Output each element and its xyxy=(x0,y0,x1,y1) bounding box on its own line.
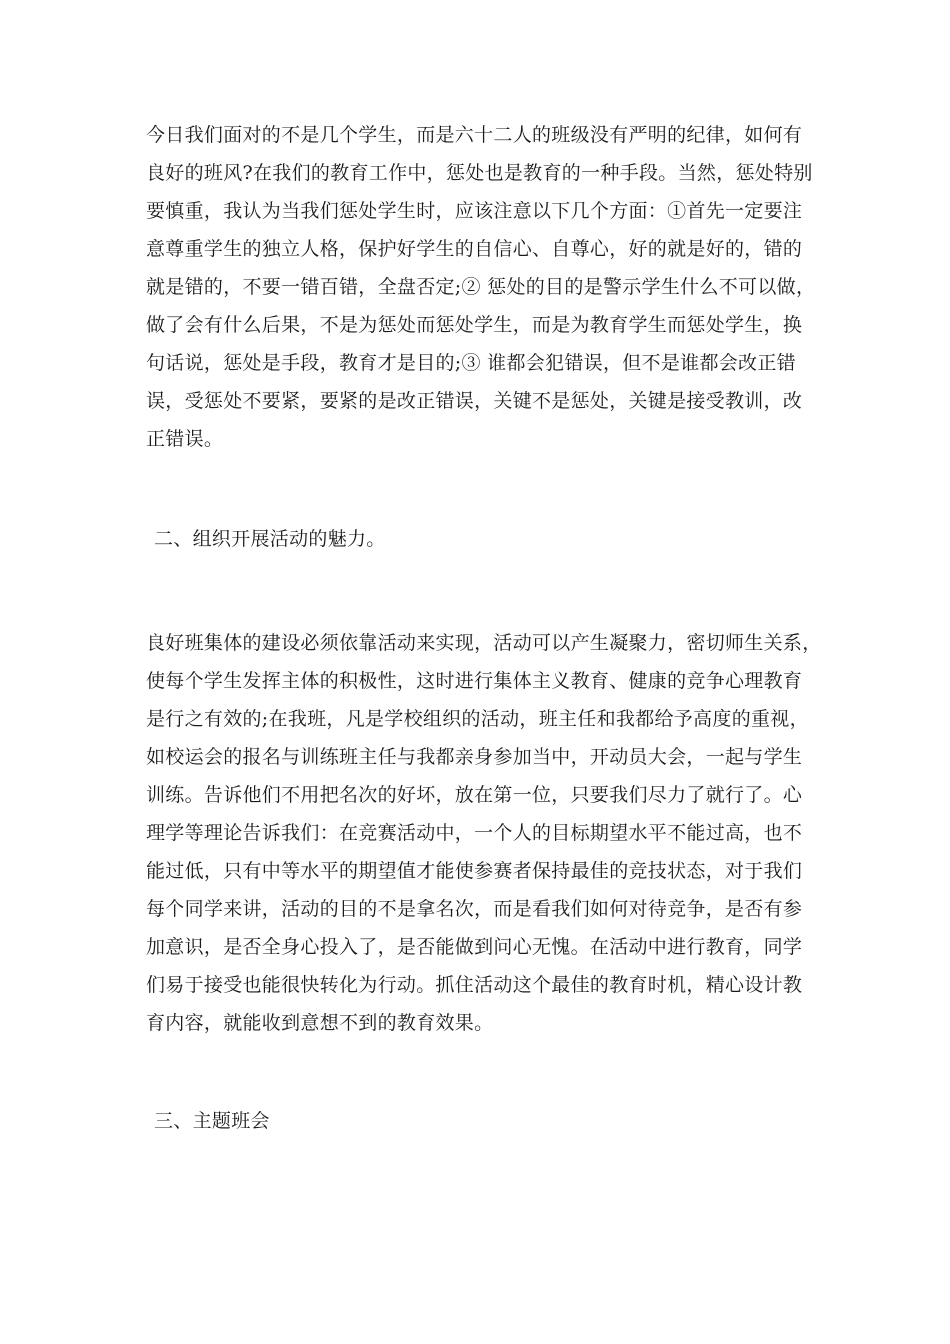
text-line: 使每个学生发挥主体的积极性，这时进行集体主义教育、健康的竞争心理教育 xyxy=(146,670,803,692)
text-line: 意尊重学生的独立人格，保护好学生的自信心、自尊心，好的就是好的，错的 xyxy=(146,238,803,260)
text-line: 加意识，是否全身心投入了，是否能做到问心无愧。在活动中进行教育，同学 xyxy=(146,936,803,958)
text-line: 要慎重，我认为当我们惩处学生时，应该注意以下几个方面：①首先一定要注 xyxy=(146,200,803,222)
text-line: 正错误。 xyxy=(146,428,224,450)
text-line: 育内容，就能收到意想不到的教育效果。 xyxy=(146,1012,494,1034)
text-line: 是行之有效的;在我班，凡是学校组织的活动，班主任和我都给予高度的重视， xyxy=(146,708,809,730)
text-line: 每个同学来讲，活动的目的不是拿名次，而是看我们如何对待竞争，是否有参 xyxy=(146,898,803,920)
text-line: 误，受惩处不要紧，要紧的是改正错误，关键不是惩处，关键是接受教训，改 xyxy=(146,390,803,412)
text-line: 今日我们面对的不是几个学生，而是六十二人的班级没有严明的纪律，如何有 xyxy=(146,124,803,146)
text-line: 良好班集体的建设必须依靠活动来实现，活动可以产生凝聚力，密切师生关系， xyxy=(146,632,822,654)
text-line: 能过低，只有中等水平的期望值才能使参赛者保持最佳的竞技状态，对于我们 xyxy=(146,860,803,882)
section-heading-2: 二、组织开展活动的魅力。 xyxy=(154,528,386,550)
text-line: 就是错的，不要一错百错，全盘否定;② 惩处的目的是警示学生什么不可以做， xyxy=(146,276,816,298)
section-heading-3: 三、主题班会 xyxy=(154,1110,270,1132)
text-line: 训练。告诉他们不用把名次的好坏，放在第一位，只要我们尽力了就行了。心 xyxy=(146,784,803,806)
text-line: 理学等理论告诉我们：在竞赛活动中，一个人的目标期望水平不能过高，也不 xyxy=(146,822,803,844)
text-line: 句话说，惩处是手段，教育才是目的;③ 谁都会犯错误，但不是谁都会改正错 xyxy=(146,352,796,374)
text-line: 们易于接受也能很快转化为行动。抓住活动这个最佳的教育时机，精心设计教 xyxy=(146,974,803,996)
text-line: 做了会有什么后果，不是为惩处而惩处学生，而是为教育学生而惩处学生，换 xyxy=(146,314,803,336)
text-line: 良好的班风?在我们的教育工作中，惩处也是教育的一种手段。当然，惩处特别 xyxy=(146,162,813,184)
text-line: 如校运会的报名与训练班主任与我都亲身参加当中，开动员大会，一起与学生 xyxy=(146,746,803,768)
